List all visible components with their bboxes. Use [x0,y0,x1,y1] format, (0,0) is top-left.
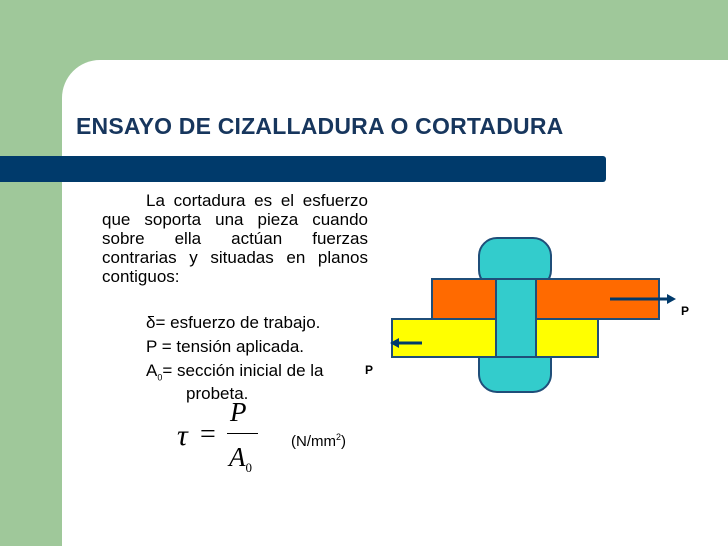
rivet-shank [496,279,536,357]
force-label-right: P [681,304,690,318]
units-prefix: (N/mm [291,433,336,450]
a0-symbol: A [146,361,158,380]
formula-denominator-letter: A [229,442,246,472]
force-arrow-right-head [667,294,676,304]
definition-a0 [146,361,323,382]
a0-definition-text: = sección inicial de la [162,361,324,380]
fraction-bar [227,433,258,434]
definition-delta: δ= esfuerzo de trabajo. [146,313,321,332]
formula-denominator-sub: 0 [245,460,252,475]
formula-equals: = [200,419,216,450]
shear-diagram [380,236,710,396]
slide-title: ENSAYO DE CIZALLADURA O CORTADURA [76,113,564,139]
a0-subscript: 0 [157,372,163,383]
units-label [291,432,346,450]
force-label-left: P [365,363,374,377]
units-superscript: 2 [336,432,342,442]
units-suffix: ) [341,433,347,450]
formula-tau: τ [177,419,188,452]
definition-p: P = tensión aplicada. [146,337,304,356]
definition-probeta: probeta. [186,384,249,403]
definition-paragraph [102,191,368,286]
title-bar [0,156,606,182]
paragraph-text: La cortadura es el esfuerzo que soporta una pieza cuando sobre ella actúan fuerzas contrarias y situadas en planos contiguos: [102,191,368,286]
background-decoration [0,0,255,60]
formula-numerator: P [230,397,247,427]
formula-denominator [229,442,252,476]
